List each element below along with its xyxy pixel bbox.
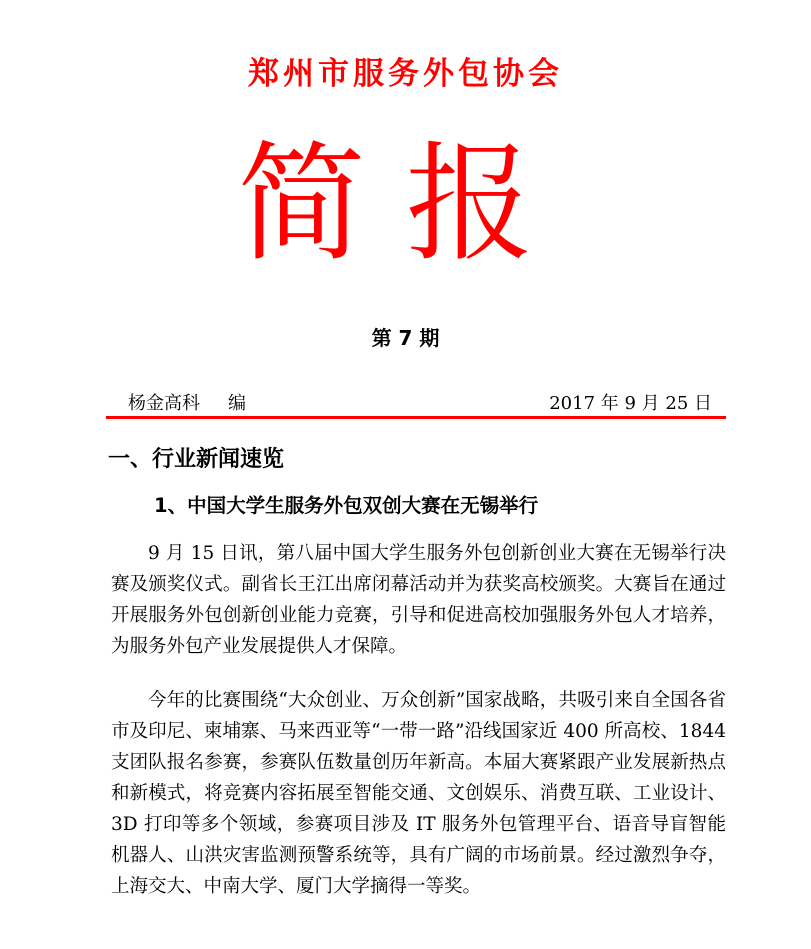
article-paragraph: 9 月 15 日讯，第八届中国大学生服务外包创新创业大赛在无锡举行决赛及颁奖仪式。副省长王江出席闭幕活动并为获奖高校颁奖。大赛旨在通过开展服务外包创新创业能力竞赛，引导和促进高校加强服务外包人才培养，为服务外包产业发展提供人才保障。 [111,543,726,657]
organization-name: 郑州市服务外包协会 [248,56,563,92]
editor-line [128,389,246,415]
article-title: 1、中国大学生服务外包双创大赛在无锡举行 [154,494,539,517]
header-divider [106,416,726,419]
editor-name: 杨金高科 [128,393,200,414]
section-heading: 一、行业新闻速览 [108,447,285,472]
issue-number: 第 7 期 [371,326,440,350]
masthead-title: 简报 [237,130,574,279]
editor-role: 编 [228,393,246,414]
article-paragraph: 今年的比赛围绕“大众创业、万众创新”国家战略，共吸引来自全国各省市及印尼、柬埔寨、马来西亚等“一带一路”沿线国家近 400 所高校、1844 支团队报名参赛，参赛队伍数量创历年新高。本届大赛紧跟产业发展新热点和新模式，将竞赛内容拓展至智能交通、文创娱乐、消费互联、工业设计、3D 打印等多个领域，参赛项目涉及 IT 服务外包管理平台、语音导盲智能机器人、山洪灾害监测预警系统等，具有广阔的市场前景。经过激烈争夺，上海交大、中南大学、厦门大学摘得一等奖。 [111,690,726,897]
publish-date: 2017 年 9 月 25 日 [549,393,712,414]
